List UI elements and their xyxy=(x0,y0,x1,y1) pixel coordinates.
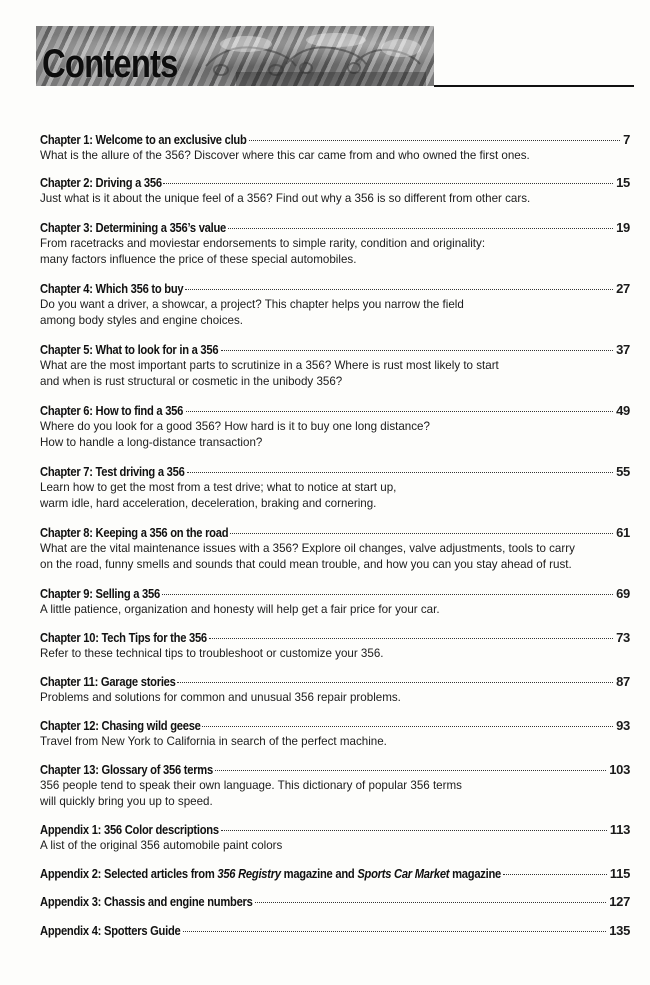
toc-entry-title-part: Sports Car Market xyxy=(357,866,450,881)
toc-entry-title: Chapter 6: How to find a 356 xyxy=(40,403,184,418)
toc-entry[interactable] xyxy=(40,674,630,706)
toc-entry-page-number: 73 xyxy=(616,630,630,645)
toc-entry-title-part: magazine xyxy=(449,866,501,881)
toc-entry[interactable] xyxy=(40,586,630,618)
dot-leader xyxy=(221,350,613,351)
toc-entry-description: many factors influence the price of these special automobiles. xyxy=(40,253,357,266)
toc-entry[interactable] xyxy=(40,220,630,268)
dot-leader xyxy=(230,533,613,534)
dot-leader xyxy=(185,289,613,290)
toc-entry-heading-row xyxy=(40,894,630,910)
toc-entry-page-number: 27 xyxy=(616,281,630,296)
toc-entry-page-number: 49 xyxy=(616,403,630,418)
toc-entry-title: Appendix 1: 356 Color descriptions xyxy=(40,822,219,837)
toc-entry-title: Chapter 11: Garage stories xyxy=(40,674,176,689)
dot-leader xyxy=(183,931,606,932)
toc-entry[interactable] xyxy=(40,403,630,451)
toc-entry-heading-row xyxy=(40,762,630,778)
toc-entry[interactable] xyxy=(40,464,630,512)
toc-entry-description: among body styles and engine choices. xyxy=(40,314,244,327)
toc-entry-description: What are the vital maintenance issues with a 356? Explore oil changes, valve adjustments, tools to carry xyxy=(40,542,575,555)
toc-entry-description: Problems and solutions for common and unusual 356 repair problems. xyxy=(40,691,401,704)
toc-entry-page-number: 103 xyxy=(609,762,630,777)
toc-entry-description: What are the most important parts to scrutinize in a 356? Where is rust most likely to start xyxy=(40,359,499,372)
toc-entry-page-number: 55 xyxy=(616,464,630,479)
toc-entry-description: Learn how to get the most from a test drive; what to notice at start up, xyxy=(40,481,397,494)
toc-entry-description: From racetracks and moviestar endorsements to simple rarity, condition and originality: xyxy=(40,237,486,250)
dot-leader xyxy=(186,411,614,412)
toc-entry[interactable] xyxy=(40,525,630,573)
toc-entry-heading-row xyxy=(40,718,630,734)
dot-leader xyxy=(249,140,620,141)
toc-entry[interactable] xyxy=(40,923,630,939)
toc-entry-page-number: 115 xyxy=(609,866,630,881)
toc-entry-heading-row xyxy=(40,674,630,690)
dot-leader xyxy=(202,726,613,727)
toc-entry-page-number: 93 xyxy=(616,718,630,733)
toc-entry-title: Chapter 9: Selling a 356 xyxy=(40,586,160,601)
toc-entry[interactable] xyxy=(40,342,630,390)
toc-entry-page-number: 113 xyxy=(609,822,630,837)
dot-leader xyxy=(215,770,606,771)
toc-entry-heading-row xyxy=(40,822,630,838)
toc-entry-title: Chapter 10: Tech Tips for the 356 xyxy=(40,630,207,645)
toc-entry-description: will quickly bring you up to speed. xyxy=(40,795,213,808)
toc-entry-title: Chapter 13: Glossary of 356 terms xyxy=(40,762,213,777)
toc-entry-description: on the road, funny smells and sounds that could mean trouble, and how you can you stay ahead of rust. xyxy=(40,558,572,571)
toc-entry-description: What is the allure of the 356? Discover where this car came from and who owned the first ones. xyxy=(40,149,530,162)
toc-entry-title: Chapter 8: Keeping a 356 on the road xyxy=(40,525,229,540)
toc-entry-page-number: 37 xyxy=(616,342,630,357)
toc-entry-title: Chapter 5: What to look for in a 356 xyxy=(40,342,219,357)
toc-entry-page-number: 135 xyxy=(609,923,630,938)
dot-leader xyxy=(228,228,613,229)
toc-entry-description: Where do you look for a good 356? How hard is it to buy one long distance? xyxy=(40,420,430,433)
toc-entry[interactable] xyxy=(40,281,630,329)
toc-entry-heading-row xyxy=(40,403,630,419)
toc-entry-description: and when is rust structural or cosmetic in the unibody 356? xyxy=(40,375,343,388)
toc-entry-title: Chapter 7: Test driving a 356 xyxy=(40,464,185,479)
toc-entry-heading-row xyxy=(40,281,630,297)
toc-entry-page-number: 127 xyxy=(609,894,630,909)
toc-entry-title-part: magazine and xyxy=(280,866,358,881)
toc-entry-heading-row xyxy=(40,342,630,358)
toc-entry-description: Travel from New York to California in search of the perfect machine. xyxy=(40,735,387,748)
toc-entry-heading-row xyxy=(40,923,630,939)
dot-leader xyxy=(255,902,606,903)
dot-leader xyxy=(221,830,607,831)
toc-entry-heading-row xyxy=(40,175,630,191)
toc-entry-heading-row xyxy=(40,630,630,646)
toc-entry[interactable] xyxy=(40,630,630,662)
toc-entry[interactable] xyxy=(40,822,630,854)
toc-entry-heading-row xyxy=(40,220,630,236)
title-underline xyxy=(434,85,634,87)
toc-entry-description: A little patience, organization and honesty will help get a fair price for your car. xyxy=(40,603,440,616)
toc-entry-description: 356 people tend to speak their own language. This dictionary of popular 356 terms xyxy=(40,779,462,792)
dot-leader xyxy=(187,472,614,473)
toc-entry-description: A list of the original 356 automobile paint colors xyxy=(40,839,283,852)
toc-entry-title: Chapter 1: Welcome to an exclusive club xyxy=(40,132,247,147)
toc-entry-page-number: 69 xyxy=(616,586,630,601)
toc-entry-page-number: 61 xyxy=(616,525,630,540)
toc-entry-page-number: 7 xyxy=(623,132,630,147)
toc-entry[interactable] xyxy=(40,866,630,882)
page-title: Contents xyxy=(42,42,178,86)
toc-entry-heading-row xyxy=(40,464,630,480)
dot-leader xyxy=(163,183,613,184)
toc-entry-page-number: 19 xyxy=(616,220,630,235)
toc-entry-title: Appendix 3: Chassis and engine numbers xyxy=(40,894,253,909)
toc-entry-page-number: 15 xyxy=(616,175,630,190)
toc-entry[interactable] xyxy=(40,894,630,910)
toc-entry-title: Chapter 2: Driving a 356 xyxy=(40,175,162,190)
toc-entry-description: Just what is it about the unique feel of a 356? Find out why a 356 is so different from other cars. xyxy=(40,192,531,205)
toc-entry[interactable] xyxy=(40,762,630,810)
toc-entry-title: Appendix 4: Spotters Guide xyxy=(40,923,181,938)
toc-entry-title: Chapter 4: Which 356 to buy xyxy=(40,281,184,296)
toc-entry-heading-row xyxy=(40,866,630,882)
toc-entry-heading-row xyxy=(40,132,630,148)
toc-entry[interactable] xyxy=(40,718,630,750)
toc-entry-title xyxy=(40,866,501,881)
toc-entry-description: How to handle a long-distance transaction? xyxy=(40,436,263,449)
toc-entry-title: Chapter 12: Chasing wild geese xyxy=(40,718,201,733)
toc-entry-title-part: Appendix 2: Selected articles from xyxy=(40,866,218,881)
dot-leader xyxy=(503,874,607,875)
toc-entry-description: Refer to these technical tips to troubleshoot or customize your 356. xyxy=(40,647,384,660)
dot-leader xyxy=(177,682,613,683)
toc-entry-heading-row xyxy=(40,525,630,541)
toc-entry[interactable] xyxy=(40,175,630,207)
dot-leader xyxy=(162,594,613,595)
toc-entry-title-part: 356 Registry xyxy=(217,866,281,881)
toc-entry-heading-row xyxy=(40,586,630,602)
toc-entry[interactable] xyxy=(40,132,630,164)
table-of-contents xyxy=(40,132,630,939)
toc-entry-description: Do you want a driver, a showcar, a project? This chapter helps you narrow the field xyxy=(40,298,464,311)
dot-leader xyxy=(209,638,613,639)
toc-entry-title: Chapter 3: Determining a 356’s value xyxy=(40,220,227,235)
toc-entry-page-number: 87 xyxy=(616,674,630,689)
toc-entry-description: warm idle, hard acceleration, deceleration, braking and cornering. xyxy=(40,497,377,510)
